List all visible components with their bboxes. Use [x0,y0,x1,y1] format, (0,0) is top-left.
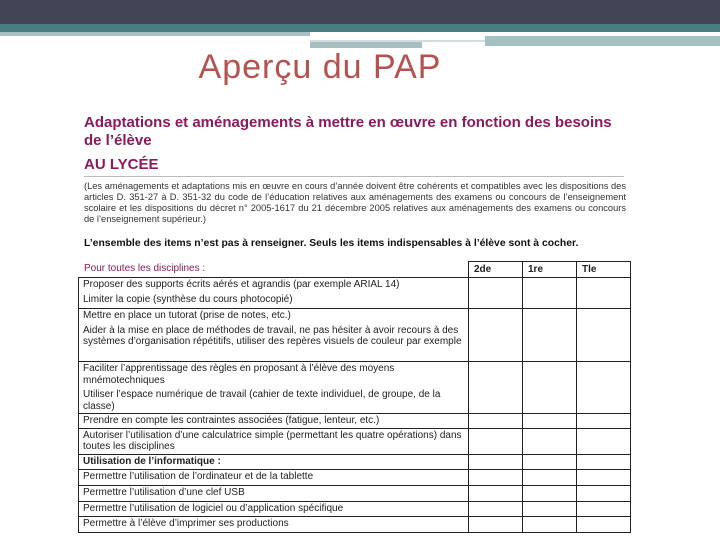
checkbox-cell-2de[interactable] [469,516,523,532]
row-line: Permettre l’utilisation de logiciel ou d’application spécifique [83,502,344,514]
row-line: Permettre à l’élève d’imprimer ses productions [83,517,289,529]
table-row [79,501,631,516]
row-line: Permettre l’utilisation d’une clef USB [83,486,245,498]
row-line: Limiter la copie (synthèse du cours photocopié) [83,293,293,305]
row-line: Proposer des supports écrits aérés et agrandis (par exemple ARIAL 14) [83,279,400,290]
slide-accent-bar [0,24,720,32]
checkbox-cell-1re[interactable] [523,309,577,362]
checkbox-cell-tle[interactable] [577,428,631,454]
checkbox-cell-1re[interactable] [523,501,577,516]
adaptations-table [78,261,631,533]
table-row [79,414,631,429]
row-text [79,278,469,309]
checkbox-cell-1re[interactable] [523,516,577,532]
divider [84,176,624,177]
row-text [79,485,469,501]
checkbox-cell-1re[interactable] [523,414,577,429]
row-text [79,428,469,454]
column-header-2de: 2de [469,262,523,278]
checkbox-cell-tle[interactable] [577,278,631,309]
checkbox-cell-1re[interactable] [523,454,577,469]
checkbox-cell-2de[interactable] [469,469,523,485]
row-text [79,414,469,429]
checkbox-cell-tle[interactable] [577,309,631,362]
table-row [79,278,631,309]
checkbox-cell-1re[interactable] [523,469,577,485]
checkbox-cell-tle[interactable] [577,516,631,532]
notice-text: L’ensemble des items n’est pas à renseigner. Seuls les items indispensables à l’élève sont à cocher. [84,238,579,249]
row-text [79,469,469,485]
checkbox-cell-2de[interactable] [469,501,523,516]
checkbox-cell-tle[interactable] [577,501,631,516]
slide-header-bar [0,0,720,24]
row-line: Mettre en place un tutorat (prise de notes, etc.) [83,310,291,321]
row-line: Utiliser l’espace numérique de travail (cahier de texte individuel, de groupe, de la classe) [83,389,441,412]
row-text [79,516,469,532]
row-line: Prendre en compte les contraintes associées (fatigue, lenteur, etc.) [83,415,380,426]
checkbox-cell-1re[interactable] [523,278,577,309]
decorative-strip [485,36,720,46]
checkbox-cell-tle[interactable] [577,454,631,469]
checkbox-cell-tle[interactable] [577,362,631,414]
checkbox-cell-2de[interactable] [469,362,523,414]
checkbox-cell-1re[interactable] [523,428,577,454]
table-row [79,469,631,485]
checkbox-cell-2de[interactable] [469,454,523,469]
table-row [79,309,631,362]
document-heading: Adaptations et aménagements à mettre en œuvre en fonction des besoins de l’élève [84,114,612,149]
document-subheading: AU LYCÉE [84,156,159,173]
checkbox-cell-1re[interactable] [523,362,577,414]
table-row [79,362,631,414]
decorative-strip [0,32,310,36]
checkbox-cell-2de[interactable] [469,428,523,454]
row-line: Permettre l’utilisation de l’ordinateur et de la tablette [83,470,314,482]
checkbox-cell-2de[interactable] [469,309,523,362]
checkbox-cell-2de[interactable] [469,414,523,429]
row-line: Faciliter l’apprentissage des règles en proposant à l’élève des moyens mnémotechniques [83,363,395,386]
row-line: Utilisation de l’informatique : [83,455,221,467]
table-row [79,454,631,469]
checkbox-cell-2de[interactable] [469,278,523,309]
slide-title: Aperçu du PAP [198,48,442,86]
row-line: Autoriser l’utilisation d’une calculatrice simple (permettant les quatre opérations) dans toutes les disciplines [83,429,462,452]
column-header-tle: Tle [577,262,631,278]
checkbox-cell-tle[interactable] [577,485,631,501]
section-label: Pour toutes les disciplines : [84,263,206,274]
table-row [79,516,631,532]
row-text [79,362,469,414]
checkbox-cell-1re[interactable] [523,485,577,501]
row-text [79,454,469,469]
checkbox-cell-2de[interactable] [469,485,523,501]
checkbox-cell-tle[interactable] [577,469,631,485]
row-text [79,501,469,516]
row-line: Aider à la mise en place de méthodes de travail, ne pas hésiter à avoir recours à des systèmes d’organisation répétitifs, utiliser des repères visuels de couleur par exemple [83,324,462,347]
intro-paragraph: (Les aménagements et adaptations mis en œuvre en cours d’année doivent être cohérents et compatibles avec les dispositions des articles D. 351-27 à D. 351-32 du code de l’éducation relatives aux aménagements des examens ou concours de l’enseignement scolaire et les dispositions du décret n° 2005-1617 du 21 décembre 2005 relatives aux aménagements des examens ou concours de l’enseignement supérieur.) [84,181,626,224]
table-row [79,485,631,501]
checkbox-cell-tle[interactable] [577,414,631,429]
table-row [79,428,631,454]
column-header-1re: 1re [523,262,577,278]
row-text [79,309,469,362]
